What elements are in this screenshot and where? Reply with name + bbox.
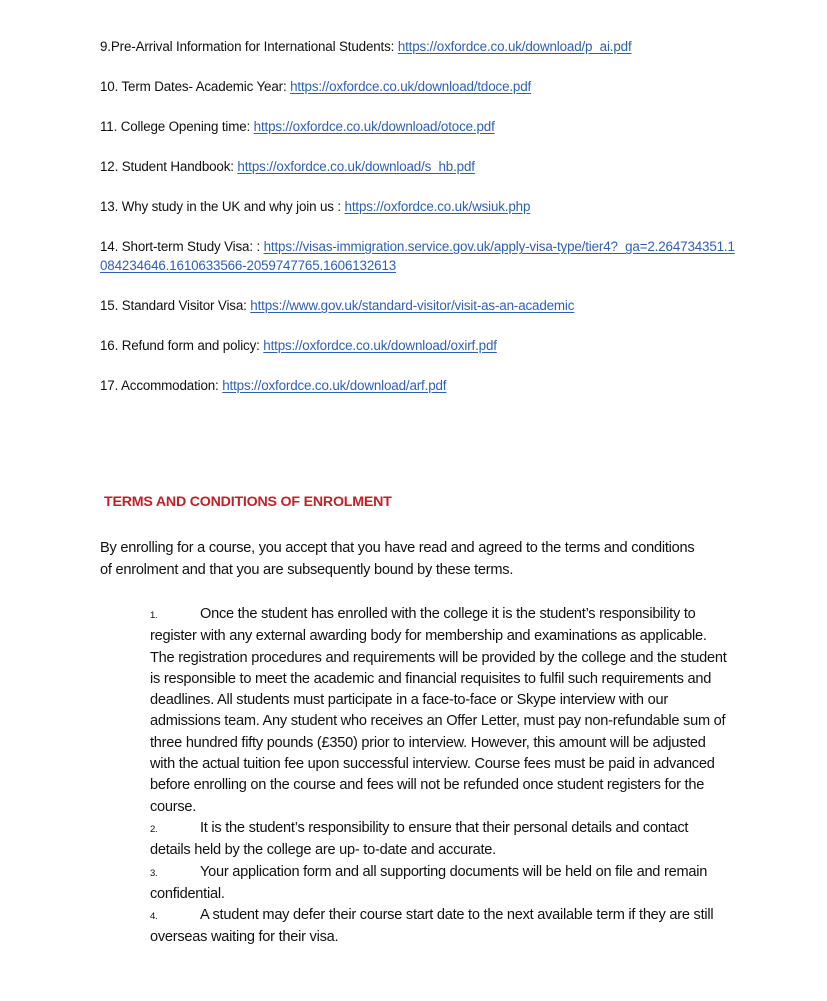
term-number: 2.	[150, 823, 158, 835]
pre-arrival-link[interactable]: https://oxfordce.co.uk/download/p_ai.pdf	[397, 39, 632, 54]
refund-policy-link[interactable]: https://oxfordce.co.uk/download/oxirf.pdf	[263, 338, 497, 353]
opening-time-link[interactable]: https://oxfordce.co.uk/download/otoce.pdf	[253, 119, 495, 134]
short-term-visa-link[interactable]: https://visas-immigration.service.gov.uk/apply-visa-type/tier4?_ga=2.264734351.1084234646.1610633566-2059747765.1606132613	[100, 239, 735, 273]
why-study-uk-link[interactable]: https://oxfordce.co.uk/wsiuk.php	[344, 199, 531, 214]
standard-visitor-visa-link[interactable]: https://www.gov.uk/standard-visitor/visit-as-an-academic	[250, 298, 575, 313]
term-item-4	[150, 905, 730, 949]
list-item-accommodation	[100, 376, 740, 395]
term-text: Your application form and all supporting documents will be held on file and remain confidential.	[150, 863, 708, 902]
list-item-term-dates	[100, 77, 740, 96]
intro-paragraph: By enrolling for a course, you accept that you have read and agreed to the terms and conditions of enrolment and that you are subsequently bound by these terms.	[100, 540, 695, 578]
link-label: 10. Term Dates- Academic Year:	[100, 79, 291, 94]
link-label: 14. Short-term Study Visa: :	[100, 239, 264, 254]
accommodation-link[interactable]: https://oxfordce.co.uk/download/arf.pdf	[222, 378, 447, 393]
list-item-short-term-visa	[100, 237, 740, 275]
list-item-refund-policy	[100, 336, 740, 355]
link-label: 11. College Opening time:	[100, 119, 254, 134]
list-item-opening-time	[100, 117, 740, 136]
term-number: 3.	[150, 867, 158, 879]
term-number: 1.	[150, 610, 158, 621]
section-heading: TERMS AND CONDITIONS OF ENROLMENT	[104, 494, 392, 510]
term-text: It is the student’s responsibility to ensure that their personal details and contact details held by the college are up- to-date and accurate.	[150, 819, 689, 859]
list-item-student-handbook	[100, 157, 740, 176]
link-label: 12. Student Handbook:	[100, 159, 238, 174]
list-item-pre-arrival	[100, 37, 740, 56]
term-text: A student may defer their course start date to the next available term if they are still overseas waiting for their visa.	[150, 907, 714, 946]
term-item-3	[150, 862, 730, 906]
link-label: 13. Why study in the UK and why join us :	[100, 199, 345, 214]
link-label: 16. Refund form and policy:	[100, 338, 264, 353]
terms-list	[150, 604, 730, 949]
resource-link-list	[100, 37, 740, 416]
term-dates-link[interactable]: https://oxfordce.co.uk/download/tdoce.pdf	[290, 79, 532, 94]
link-label: 17. Accommodation:	[100, 378, 223, 393]
link-label: 15. Standard Visitor Visa:	[100, 298, 251, 313]
term-text: Once the student has enrolled with the college it is the student’s responsibility to register with any external awarding body for membership and examinations as applicable. The registration procedures and requirements will be provided by the college and the student is responsible to meet the academic and financial requisites to fulfil such requirements and deadlines. All students must participate in a face-to-face or Skype interview with our admissions team. Any student who receives an Offer Letter, must pay non-refundable sum of three hundred fifty pounds (£350) prior to interview. However, this amount will be adjusted with the actual tuition fee upon successful interview. Course fees must be paid in advanced before enrolling on the course and fees will not be refunded once student registers for the course.	[150, 606, 727, 815]
list-item-why-study-uk	[100, 197, 740, 216]
list-item-standard-visitor-visa	[100, 296, 740, 315]
term-item-2	[150, 818, 730, 862]
student-handbook-link[interactable]: https://oxfordce.co.uk/download/s_hb.pdf	[237, 159, 475, 174]
term-item-1	[150, 604, 730, 818]
term-number: 4.	[150, 911, 158, 923]
link-label: 9.Pre-Arrival Information for International Students:	[100, 39, 398, 54]
